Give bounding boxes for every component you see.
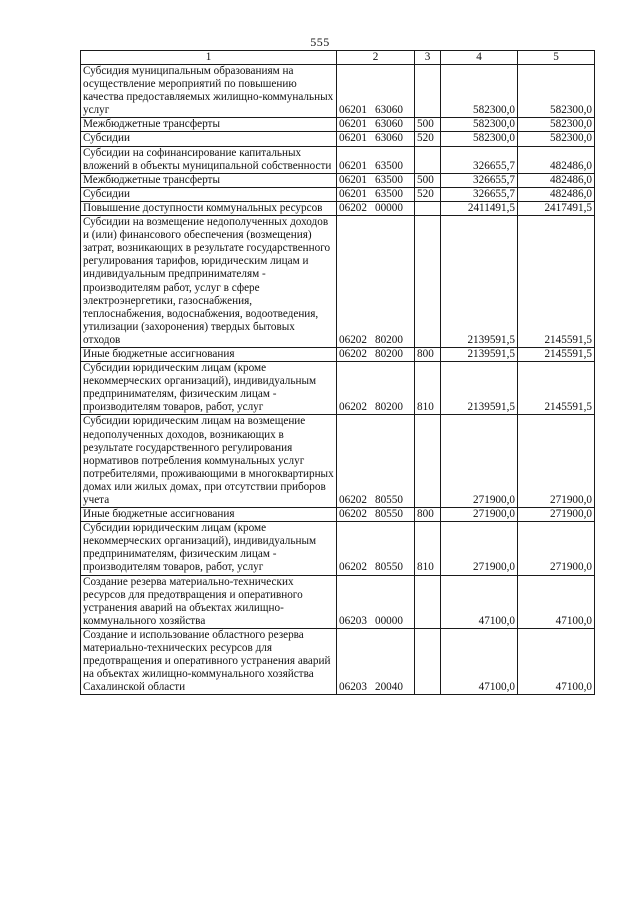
- table-row: [81, 132, 595, 146]
- row-expense-type: [415, 575, 441, 628]
- row-target-code: [337, 575, 415, 628]
- code-program: 06203: [339, 681, 367, 694]
- row-expense-type: 520: [415, 132, 441, 146]
- table-row: [81, 522, 595, 575]
- row-target-code: [337, 65, 415, 118]
- code-program: 06202: [339, 401, 367, 414]
- row-value-year-1: 2139591,5: [441, 362, 518, 415]
- row-value-year-1: 271900,0: [441, 522, 518, 575]
- code-direction: 80200: [374, 333, 403, 346]
- row-value-year-1: 47100,0: [441, 575, 518, 628]
- row-target-code: [337, 216, 415, 348]
- code-direction: 63060: [374, 132, 403, 145]
- row-value-year-1: 2139591,5: [441, 216, 518, 348]
- row-description: Повышение доступности коммунальных ресурсов: [81, 201, 337, 215]
- code-program: 06201: [339, 118, 367, 131]
- row-value-year-2: 582300,0: [518, 118, 595, 132]
- code-program: 06202: [339, 561, 367, 574]
- row-value-year-2: 271900,0: [518, 415, 595, 508]
- row-value-year-1: 2411491,5: [441, 201, 518, 215]
- code-program: 06203: [339, 614, 367, 627]
- row-description: Межбюджетные трансферты: [81, 173, 337, 187]
- code-program: 06202: [339, 347, 367, 360]
- row-value-year-2: 271900,0: [518, 508, 595, 522]
- code-program: 06201: [339, 159, 367, 172]
- row-value-year-2: 2145591,5: [518, 362, 595, 415]
- row-description: Иные бюджетные ассигнования: [81, 347, 337, 361]
- code-direction: 80200: [374, 347, 403, 360]
- row-expense-type: 500: [415, 118, 441, 132]
- row-target-code: [337, 415, 415, 508]
- row-value-year-2: 271900,0: [518, 522, 595, 575]
- row-value-year-1: 326655,7: [441, 146, 518, 173]
- table-row: [81, 65, 595, 118]
- code-direction: 20040: [374, 681, 403, 694]
- row-expense-type: [415, 146, 441, 173]
- row-value-year-1: 271900,0: [441, 508, 518, 522]
- row-target-code: [337, 201, 415, 215]
- code-program: 06201: [339, 104, 367, 117]
- code-program: 06201: [339, 173, 367, 186]
- code-program: 06202: [339, 201, 367, 214]
- row-value-year-2: 2145591,5: [518, 347, 595, 361]
- row-value-year-1: 271900,0: [441, 415, 518, 508]
- table-row: [81, 118, 595, 132]
- code-program: 06201: [339, 187, 367, 200]
- row-value-year-1: 582300,0: [441, 132, 518, 146]
- table-row: [81, 216, 595, 348]
- row-target-code: [337, 173, 415, 187]
- code-program: 06202: [339, 508, 367, 521]
- row-expense-type: 800: [415, 347, 441, 361]
- row-description: Субсидии юридическим лицам (кроме некоммерческих организаций), индивидуальным предпринимателям, физическим лицам - производителям товаров, работ, услуг: [81, 362, 337, 415]
- row-target-code: [337, 628, 415, 694]
- row-expense-type: 800: [415, 508, 441, 522]
- row-description: Субсидии юридическим лицам (кроме некоммерческих организаций), индивидуальным предпринимателям, физическим лицам - производителям товаров, работ, услуг: [81, 522, 337, 575]
- code-program: 06201: [339, 132, 367, 145]
- row-expense-type: [415, 415, 441, 508]
- table-row: [81, 575, 595, 628]
- code-direction: 00000: [374, 614, 403, 627]
- table-row: [81, 187, 595, 201]
- row-expense-type: [415, 201, 441, 215]
- row-target-code: [337, 132, 415, 146]
- table-row: [81, 146, 595, 173]
- code-direction: 80550: [374, 508, 403, 521]
- header-col-2: 2: [337, 51, 415, 65]
- row-value-year-1: 326655,7: [441, 187, 518, 201]
- code-direction: 63500: [374, 159, 403, 172]
- code-direction: 80550: [374, 494, 403, 506]
- code-direction: 00000: [374, 201, 403, 214]
- row-description: Субсидии: [81, 187, 337, 201]
- table-row: [81, 362, 595, 415]
- row-target-code: [337, 522, 415, 575]
- table-row: [81, 415, 595, 508]
- row-description: Создание и использование областного резерва материально-технических ресурсов для предотвращения и оперативного устранения аварий на объектах жилищно-коммунального хозяйства Сахалинской области: [81, 628, 337, 694]
- row-expense-type: 500: [415, 173, 441, 187]
- table-row: [81, 628, 595, 694]
- row-target-code: [337, 347, 415, 361]
- row-target-code: [337, 362, 415, 415]
- row-expense-type: 520: [415, 187, 441, 201]
- row-description: Иные бюджетные ассигнования: [81, 508, 337, 522]
- row-value-year-2: 582300,0: [518, 132, 595, 146]
- code-direction: 63500: [374, 187, 403, 200]
- row-value-year-2: 2417491,5: [518, 201, 595, 215]
- header-col-1: 1: [81, 51, 337, 65]
- row-expense-type: [415, 628, 441, 694]
- header-col-3: 3: [415, 51, 441, 65]
- row-value-year-2: 47100,0: [518, 628, 595, 694]
- row-value-year-2: 582300,0: [518, 65, 595, 118]
- row-description: Субсидии на возмещение недополученных доходов и (или) финансового обеспечения (возмещения) затрат, возникающих в результате государственного регулирования тарифов, юридическим лицам и индивидуальным предпринимателям - производителям работ, услуг в сфере электроэнергетики, газоснабжения, теплоснабжения, водоснабжения, водоотведения, утилизации (захоронения) твердых бытовых отходов: [81, 216, 337, 348]
- row-expense-type: [415, 216, 441, 348]
- code-program: 06202: [339, 333, 367, 346]
- row-value-year-1: 582300,0: [441, 65, 518, 118]
- row-target-code: [337, 118, 415, 132]
- code-program: 06202: [339, 494, 367, 506]
- row-description: Межбюджетные трансферты: [81, 118, 337, 132]
- table-row: [81, 508, 595, 522]
- table-row: [81, 347, 595, 361]
- code-direction: 63060: [374, 104, 403, 117]
- code-direction: 80550: [374, 561, 403, 574]
- row-description: Субсидии юридическим лицам на возмещение недополученных доходов, возникающих в результате государственного регулирования нормативов потребления коммунальных услуг потребителями, проживающими в многоквартирных домах или жилых домах, при отсутствии приборов учета: [81, 415, 337, 508]
- header-col-5: 5: [518, 51, 595, 65]
- code-direction: 63060: [374, 118, 403, 131]
- row-value-year-2: 482486,0: [518, 173, 595, 187]
- row-description: Субсидии: [81, 132, 337, 146]
- row-value-year-1: 582300,0: [441, 118, 518, 132]
- budget-table: [80, 50, 595, 695]
- row-value-year-2: 2145591,5: [518, 216, 595, 348]
- row-value-year-2: 47100,0: [518, 575, 595, 628]
- row-target-code: [337, 187, 415, 201]
- table-row: [81, 201, 595, 215]
- page-number: 555: [310, 35, 330, 49]
- row-expense-type: 810: [415, 522, 441, 575]
- row-value-year-2: 482486,0: [518, 146, 595, 173]
- row-description: Субсидия муниципальным образованиям на осуществление мероприятий по повышению качества предоставляемых жилищно-коммунальных услуг: [81, 65, 337, 118]
- row-value-year-1: 47100,0: [441, 628, 518, 694]
- row-target-code: [337, 146, 415, 173]
- code-direction: 63500: [374, 173, 403, 186]
- code-direction: 80200: [374, 401, 403, 414]
- row-value-year-1: 2139591,5: [441, 347, 518, 361]
- row-expense-type: 810: [415, 362, 441, 415]
- header-col-4: 4: [441, 51, 518, 65]
- row-description: Создание резерва материально-технических ресурсов для предотвращения и оперативного устранения аварий на объектах жилищно-коммунального хозяйства: [81, 575, 337, 628]
- row-value-year-1: 326655,7: [441, 173, 518, 187]
- row-description: Субсидии на софинансирование капитальных вложений в объекты муниципальной собственности: [81, 146, 337, 173]
- table-row: [81, 173, 595, 187]
- table-header-row: [81, 51, 595, 65]
- row-target-code: [337, 508, 415, 522]
- row-expense-type: [415, 65, 441, 118]
- row-value-year-2: 482486,0: [518, 187, 595, 201]
